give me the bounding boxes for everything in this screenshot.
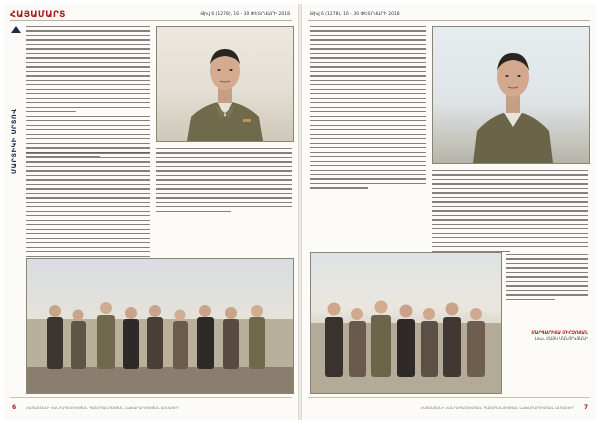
author-name: ՄԱՐԳԱՐԻՏԱ ՄԻՐԶՈՅԱՆ xyxy=(531,330,588,335)
header-rule xyxy=(308,20,590,21)
magazine-logo: ՀԱՅԱՄԱՐՏ xyxy=(10,10,66,20)
page-footer: ՀԱՅԱՍՏԱՆԻ ՀԱՆՐԱՊԵՏՈՒԹՅԱՆ ՊԱՇՏՊԱՆՈՒԹՅԱՆ ՆԱԽԱՐԱՐՈՒԹՅԱՆ ԱՄՍԱԳԻՐ xyxy=(420,406,574,410)
page-number: 6 xyxy=(12,404,17,411)
right-header-info: Թիվ 6 (1278), 16 - 30 ՓԵՏՐՎԱՐԻ 2018 xyxy=(310,12,400,17)
header-rule xyxy=(10,20,292,21)
family-group-photo xyxy=(310,252,502,394)
article-text-column xyxy=(310,26,426,189)
article-text-column xyxy=(506,254,588,300)
left-page xyxy=(4,4,298,420)
right-page xyxy=(302,4,596,420)
triangle-icon xyxy=(11,26,21,33)
soldier-outdoor-photo xyxy=(432,26,590,164)
page-number: 7 xyxy=(583,404,588,411)
article-text-column xyxy=(156,148,292,212)
article-text-column xyxy=(26,26,150,157)
footer-rule xyxy=(308,397,590,398)
page-footer: ՀԱՅԱՍՏԱՆԻ ՀԱՆՐԱՊԵՏՈՒԹՅԱՆ ՊԱՇՏՊԱՆՈՒԹՅԱՆ ՆԱԽԱՐԱՐՈՒԹՅԱՆ ԱՄՍԱԳԻՐ xyxy=(26,406,180,410)
section-title: ՄԱՐՏԻԿԻ ՍՐՏՈՎ xyxy=(10,108,18,174)
soldier-portrait-photo xyxy=(156,26,294,142)
group-photo xyxy=(26,258,294,394)
magazine-spread xyxy=(4,4,596,420)
left-header-info: Թիվ 6 (1278), 16 - 30 ՓԵՏՐՎԱՐԻ 2018 xyxy=(200,12,290,17)
footer-rule xyxy=(10,397,292,398)
article-signature xyxy=(506,330,588,342)
photo-credit: Լուս. ՀԱՅԿ ՄԱՆՈՒԿՅԱՆԻ xyxy=(534,336,588,341)
article-text-column xyxy=(432,170,588,252)
